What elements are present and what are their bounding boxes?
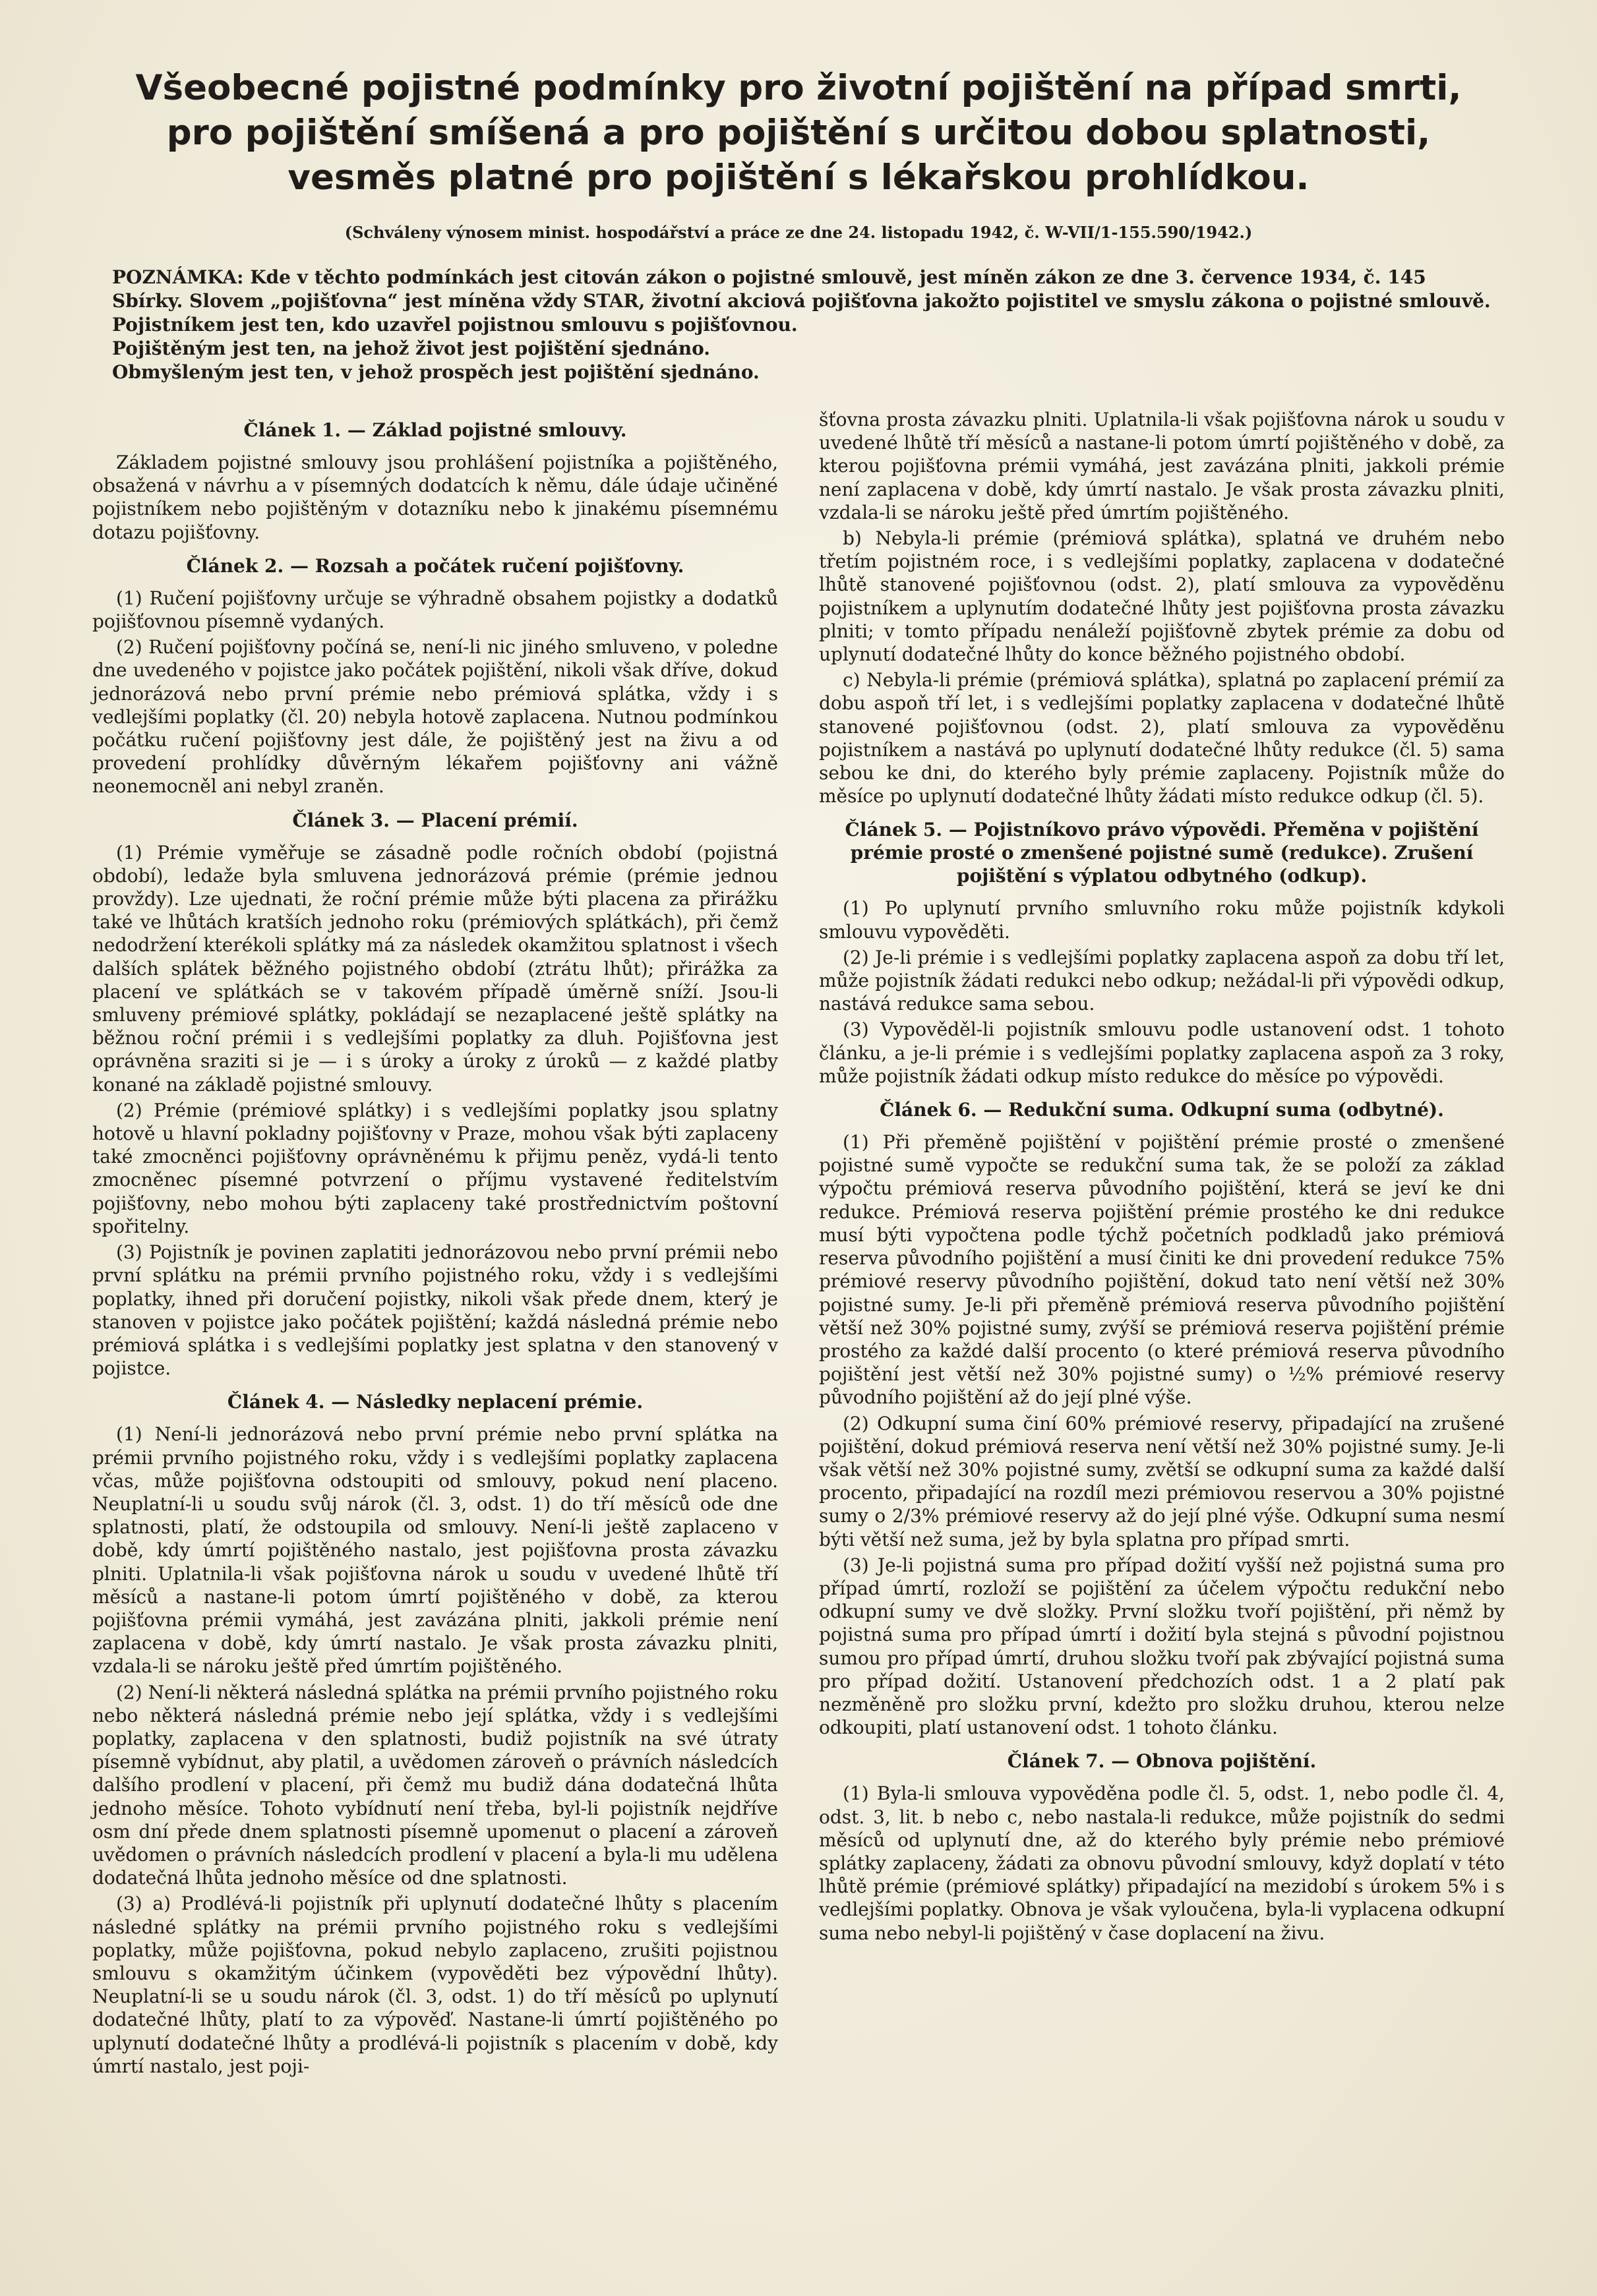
- note-line: Obmyšleným jest ten, v jehož prospěch jest pojištění sjednáno.: [112, 361, 760, 383]
- paragraph: (3) Je-li pojistná suma pro případ dožití vyšší než pojistná suma pro případ úmrtí, rozloží se pojištění za účelem výpočtu redukční nebo odkupní sumy ve dvě složky. První složku tvoří pojištění, při němž by pojistná suma pro případ úmrtí i dožití byla stejná s původní pojistnou sumou pro případ úmrtí, druhou složku tvoří pak zbývající pojistná suma pro případ dožití. Ustanovení předchozích odst. 1 a 2 platí pak nezměněně pro složku první, kdežto pro složku druhou, kterou nelze odkoupiti, platí ustanovení odst. 1 tohoto článku.: [819, 1554, 1505, 1739]
- paragraph: (1) Při přeměně pojištění v pojištění prémie prosté o zmenšené pojistné sumě vypočte se redukční suma tak, že se položí za základ výpočtu prémiová reserva původního pojištění, která se jeví ke dni redukce. Prémiová reserva pojištění prémie prostého ke dni redukce musí býti vypočtena podle týchž početních podkladů jako prémiová reserva původního pojištění a musí činiti ke dni provedení redukce 75% prémiové reservy původního pojištění, dokud tato není větší než 30% pojistné sumy. Je-li při přeměně prémiová reserva původního pojištění větší než 30% pojistné sumy, zvýší se prémiová reserva pojištění prémie prostého za každé další procento (o které prémiová reserva původního pojištění jest větší než 30% pojistné sumy) o ½% prémiové reservy původního pojištění až do její plné výše.: [819, 1131, 1505, 1409]
- article-2-heading: Článek 2. — Rozsah a počátek ručení pojišťovny.: [186, 554, 684, 577]
- note-line: POZNÁMKA: Kde v těchto podmínkách jest citován zákon o pojistné smlouvě, jest míněn zákon ze dne 3. července 1934, č. 145 Sbírky. Slovem „pojišťovna“ jest míněna vždy STAR, životní akciová pojišťovna jakožto pojistitel ve smyslu zákona o pojistné smlouvě.: [112, 266, 1491, 312]
- paragraph: (1) Ručení pojišťovny určuje se výhradně obsahem pojistky a dodatků pojišťovnou písemně vydaných.: [92, 587, 778, 633]
- note-line: Pojištěným jest ten, na jehož život jest pojištění sjednáno.: [112, 338, 711, 359]
- paragraph: (2) Ručení pojišťovny počíná se, není-li nic jiného smluveno, v poledne dne uvedeného v pojistce jako počátek pojištění, nikoli však dříve, dokud jednorázová nebo první prémie nebo prémiová splátka, vždy i s vedlejšími poplatky (čl. 20) nebyla hotově zaplacena. Nutnou podmínkou počátku ručení pojišťovny jest dále, že pojištěný jest na živu a od provedení prohlídky důvěrným lékařem pojišťovny ani vážně neonemocněl ani nebyl zraněn.: [92, 636, 778, 798]
- paragraph: (1) Byla-li smlouva vypověděna podle čl. 5, odst. 1, nebo podle čl. 4, odst. 3, lit. b nebo c, nebo nastala-li redukce, může pojistník do sedmi měsíců od uplynutí dne, až do kterého byly prémie nebo prémiové splátky zaplaceny, žádati za obnovu původní smlouvy, když doplatí v této lhůtě prémie (prémiové splátky) připadající na mezidobí s úrokem 5% i s vedlejšími poplatky. Obnova je však vyloučena, byla-li vyplacena odkupní suma nebo nebyl-li pojištěný v čase doplacení na živu.: [819, 1782, 1505, 1944]
- paragraph: c) Nebyla-li prémie (prémiová splátka), splatná po zaplacení prémií za dobu aspoň tří let, i s vedlejšími poplatky zaplacena v dodatečné lhůtě stanovené pojišťovnou (odst. 2), platí smlouva za vypověděnu pojistníkem a nastává po uplynutí dodatečné lhůty redukce (čl. 5) sama sebou ke dni, do kterého byly prémie zaplaceny. Pojistník může do měsíce po uplynutí dodatečné lhůty žádati místo redukce odkup (čl. 5).: [819, 669, 1505, 808]
- article-6-heading: Článek 6. — Redukční suma. Odkupní suma (odbytné).: [880, 1099, 1444, 1121]
- paragraph: (3) Pojistník je povinen zaplatiti jednorázovou nebo první prémii nebo první splátku na prémii prvního pojistného roku, vždy i s vedlejšími poplatky, ihned při doručení pojistky, nikoli však přede dnem, který je stanoven v pojistce jako počátek pojištění; každá následná prémie nebo prémiová splátka i s vedlejšími poplatky jest splatna v den stanovený v pojistce.: [92, 1241, 778, 1380]
- text-columns: [92, 408, 1505, 2080]
- paragraph: (1) Prémie vyměřuje se zásadně podle ročních období (pojistná období), ledaže byla smluvena jednorázová prémie (prémie jednou provždy). Lze ujednati, že roční prémie může býti placena za přirážku také ve lhůtách kratších jednoho roku (prémiových splátkách), při čemž nedodržení kterékoli splátky má za následek okamžitou splatnost i všech dalších splátek běžného pojistného období (ztrátu lhůt); přirážka za placení ve splátkách se v takovém případě úměrně sníží. Jsou-li smluveny prémiové splátky, pokládají se nezaplacené ještě splátky na běžnou roční prémii i s vedlejšími poplatky za dluh. Pojišťovna jest oprávněna sraziti si je — i s úroky a úroky z úroků — z každé platby konané na základě pojistné smlouvy.: [92, 841, 778, 1096]
- right-column: [819, 408, 1505, 2080]
- definitions-note: [112, 266, 1498, 384]
- article-7-heading: Článek 7. — Obnova pojištění.: [1007, 1750, 1317, 1773]
- approval-note: (Schváleny výnosem minist. hospodářství a práce ze dne 24. listopadu 1942, č. W-VII/1-155.590/1942.): [344, 223, 1253, 242]
- article-5-heading: Článek 5. — Pojistníkovo právo výpovědi. Přeměna v pojištění prémie prosté o zmenšené pojistné sumě (redukce). Zrušení pojištění s výplatou odbytného (odkup).: [845, 819, 1479, 887]
- paragraph: (3) Vypověděl-li pojistník smlouvu podle ustanovení odst. 1 tohoto článku, a je-li prémie i s vedlejšími poplatky zaplacena aspoň za 3 roky, může pojistník žádati odkup místo redukce do měsíce po výpovědi.: [819, 1018, 1505, 1087]
- paragraph: b) Nebyla-li prémie (prémiová splátka), splatná ve druhém nebo třetím pojistném roce, i s vedlejšími poplatky, zaplacena v dodatečné lhůtě stanovené pojišťovnou (odst. 2), platí smlouva za vypověděnu pojistníkem a uplynutím dodatečné lhůty jest pojišťovna prosta závazku plniti; v tomto případu nenáleží pojišťovně zbytek prémie za dobu od uplynutí dodatečné lhůty do konce běžného pojistného období.: [819, 527, 1505, 666]
- article-3-heading: Článek 3. — Placení prémií.: [292, 809, 578, 831]
- paragraph: (1) Není-li jednorázová nebo první prémie nebo první splátka na prémii prvního pojistného roku, vždy i s vedlejšími poplatky zaplacena včas, může pojišťovna odstoupiti od smlouvy, pokud není placeno. Neuplatní-li u soudu svůj nárok (čl. 3, odst. 1) do tří měsíců ode dne splatnosti, platí, že odstoupila od smlouvy. Není-li ještě zaplaceno v době, kdy úmrtí pojištěného nastalo, jest pojišťovna prosta závazku plniti. Uplatnila-li však pojišťovna nárok u soudu v uvedené lhůtě tří měsíců a nastane-li potom úmrtí pojištěného v době, za kterou pojišťovna prémii vymáhá, jest zavázána plniti, jakkoli prémie není zaplacena v době, kdy úmrtí nastalo. Je však prosta závazku plniti, vzdala-li se nároku ještě před úmrtím pojištěného.: [92, 1423, 778, 1678]
- left-column: [92, 408, 778, 2080]
- note-line: Pojistníkem jest ten, kdo uzavřel pojistnou smlouvu s pojišťovnou.: [112, 314, 798, 336]
- article-4-heading: Článek 4. — Následky neplacení prémie.: [227, 1391, 644, 1413]
- paragraph: Základem pojistné smlouvy jsou prohlášení pojistníka a pojištěného, obsažená v návrhu a v písemných dodatcích k němu, dále údaje učiněné pojistníkem nebo pojištěným v dotazníku nebo k jinakému písemnému dotazu pojišťovny.: [92, 452, 778, 543]
- paragraph: (2) Je-li prémie i s vedlejšími poplatky zaplacena aspoň za dobu tří let, může pojistník žádati redukci nebo odkup; nežádal-li při výpovědi odkup, nastává redukce sama sebou.: [819, 946, 1505, 1015]
- paragraph: (1) Po uplynutí prvního smluvního roku může pojistník kdykoli smlouvu vypověděti.: [819, 897, 1505, 943]
- paragraph: šťovna prosta závazku plniti. Uplatnila-li však pojišťovna nárok u soudu v uvedené lhůtě tří měsíců a nastane-li potom úmrtí pojištěného v době, za kterou pojišťovna prémii vymáhá, jest zavázána plniti, jakkoli prémie není zaplacena v době, kdy úmrtí nastalo. Je však prosta závazku plniti, vzdala-li se nároku ještě před úmrtím pojištěného.: [819, 409, 1505, 523]
- paragraph: (2) Není-li některá následná splátka na prémii prvního pojistného roku nebo některá následná prémie nebo její splátka, vždy i s vedlejšími poplatky, zaplacena v den splatnosti, budiž pojistník na své útraty písemně vybídnut, aby platil, a uvědomen zároveň o právních následcích dalšího prodlení v placení, při čemž mu budiž dána dodatečná lhůta jednoho měsíce. Tohoto vybídnutí není třeba, byl-li pojistník nejdříve osm dní přede dnem splatnosti písemně upomenut o placení a zároveň uvědomen o právních následcích prodlení v placení a byla-li mu udělena dodatečná lhůta jednoho měsíce od dne splatnosti.: [92, 1681, 778, 1889]
- paragraph: (2) Prémie (prémiové splátky) i s vedlejšími poplatky jsou splatny hotově u hlavní pokladny pojišťovny v Praze, mohou však býti zaplaceny také zmocněnci pojišťovny oprávněnému k přijmu peněz, vydá-li tento zmocněnec písemné potvrzení o příjmu vystavené ředitelstvím pojišťovny, nebo mohou býti zaplaceny také prostřednictvím poštovní spořitelny.: [92, 1099, 778, 1237]
- paragraph: (3) a) Prodlévá-li pojistník při uplynutí dodatečné lhůty s placením následné splátky na prémii prvního pojistného roku s vedlejšími poplatky, může pojišťovna, pokud nebylo zaplaceno, zrušiti pojistnou smlouvu s okamžitým účinkem (vypověděti bez výpovědní lhůty). Neuplatní-li se u soudu nárok (čl. 3, odst. 1) do tří měsíců po uplynutí dodatečné lhůty, platí to za výpověď. Nastane-li úmrtí pojištěného po uplynutí dodatečné lhůty a prodlévá-li pojistník s placením v době, kdy úmrtí nastalo, jest poji-: [92, 1893, 778, 2077]
- paragraph: (2) Odkupní suma činí 60% prémiové reservy, připadající na zrušené pojištění, dokud prémiová reserva není větší než 30% pojistné sumy. Je-li však větší než 30% pojistné sumy, zvětší se odkupní suma za každé další procento, připadající na rozdíl mezi prémiovou reservou a 30% pojistné sumy o 2/3% prémiové reservy až do její plné výše. Odkupní suma nesmí býti větší než suma, jež by byla splatna pro případ smrti.: [819, 1412, 1505, 1550]
- article-1-heading: Článek 1. — Základ pojistné smlouvy.: [243, 419, 627, 441]
- document-title: Všeobecné pojistné podmínky pro životní pojištění na případ smrti, pro pojištění smíšená a pro pojištění s určitou dobou splatnosti, vesměs platné pro pojištění s lékařskou prohlídkou.: [135, 68, 1462, 198]
